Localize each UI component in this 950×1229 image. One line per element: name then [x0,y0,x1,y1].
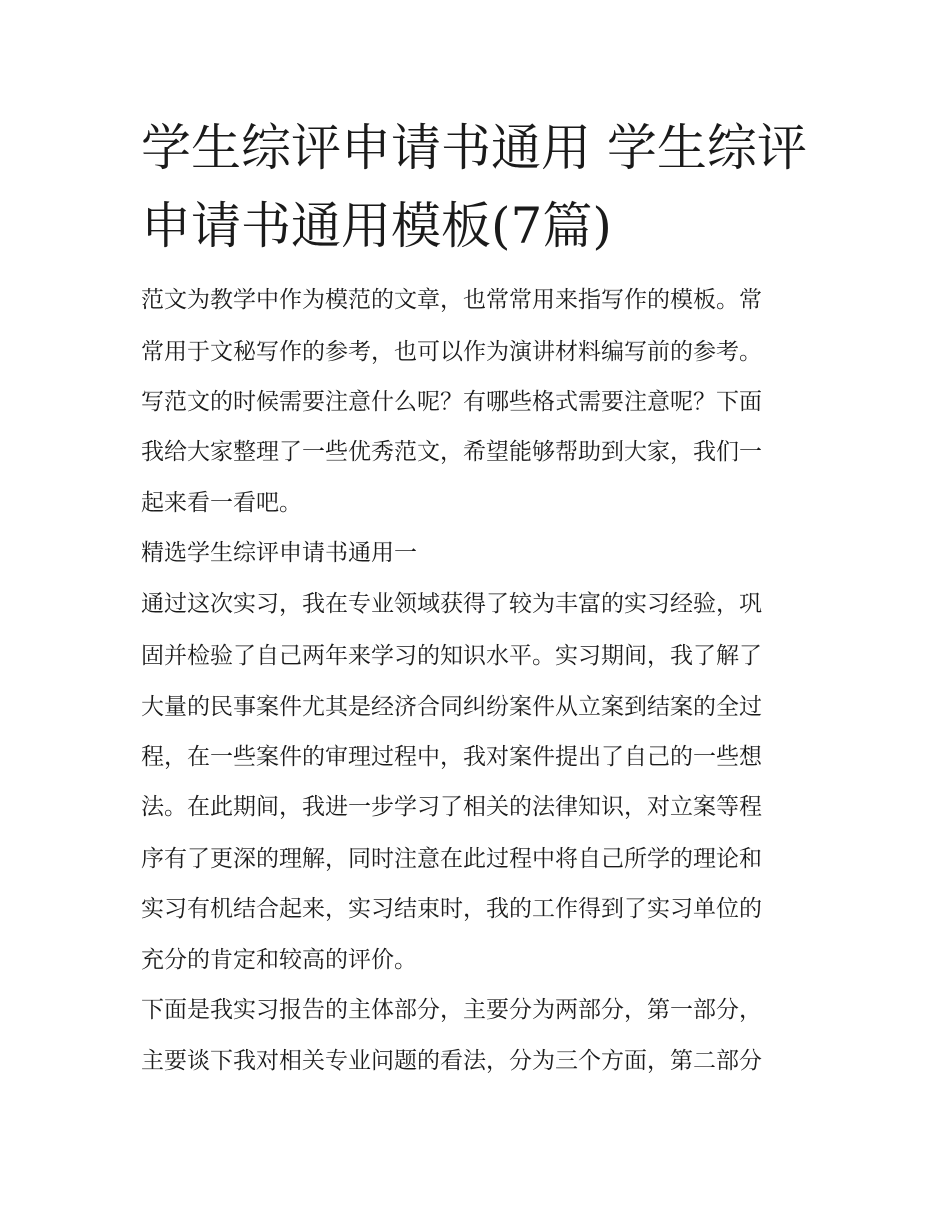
paragraph1-line-1: 通过这次实习，我在专业领域获得了较为丰富的实习经验，巩 [141,591,762,617]
paragraph1-line-4: 程，在一些案件的审理过程中，我对案件提出了自己的一些想 [141,744,762,770]
document-title-line-1: 学生综评申请书通用 学生综评 [141,119,807,177]
paragraph1-line-8: 充分的肯定和较高的评价。 [141,947,417,973]
paragraph1-line-3: 大量的民事案件尤其是经济合同纠纷案件从立案到结案的全过 [141,694,762,720]
intro-line-1: 范文为教学中作为模范的文章，也常常用来指写作的模板。常 [141,287,762,313]
paragraph2-line-1: 下面是我实习报告的主体部分，主要分为两部分，第一部分， [141,997,762,1023]
section-heading: 精选学生综评申请书通用一 [141,540,417,566]
intro-line-4: 我给大家整理了一些优秀范文，希望能够帮助到大家，我们一 [141,439,762,465]
paragraph1-line-5: 法。在此期间，我进一步学习了相关的法律知识，对立案等程 [141,794,762,820]
intro-line-3: 写范文的时候需要注意什么呢？有哪些格式需要注意呢？下面 [141,389,762,415]
intro-line-2: 常用于文秘写作的参考，也可以作为演讲材料编写前的参考。 [141,339,762,365]
document-title-line-2: 申请书通用模板(7篇) [141,197,612,255]
paragraph2-line-2: 主要谈下我对相关专业问题的看法，分为三个方面，第二部分 [141,1048,762,1074]
paragraph1-line-2: 固并检验了自己两年来学习的知识水平。实习期间，我了解了 [141,643,762,669]
intro-line-5: 起来看一看吧。 [141,490,302,516]
paragraph1-line-7: 实习有机结合起来，实习结束时，我的工作得到了实习单位的 [141,896,762,922]
paragraph1-line-6: 序有了更深的理解，同时注意在此过程中将自己所学的理论和 [141,846,762,872]
